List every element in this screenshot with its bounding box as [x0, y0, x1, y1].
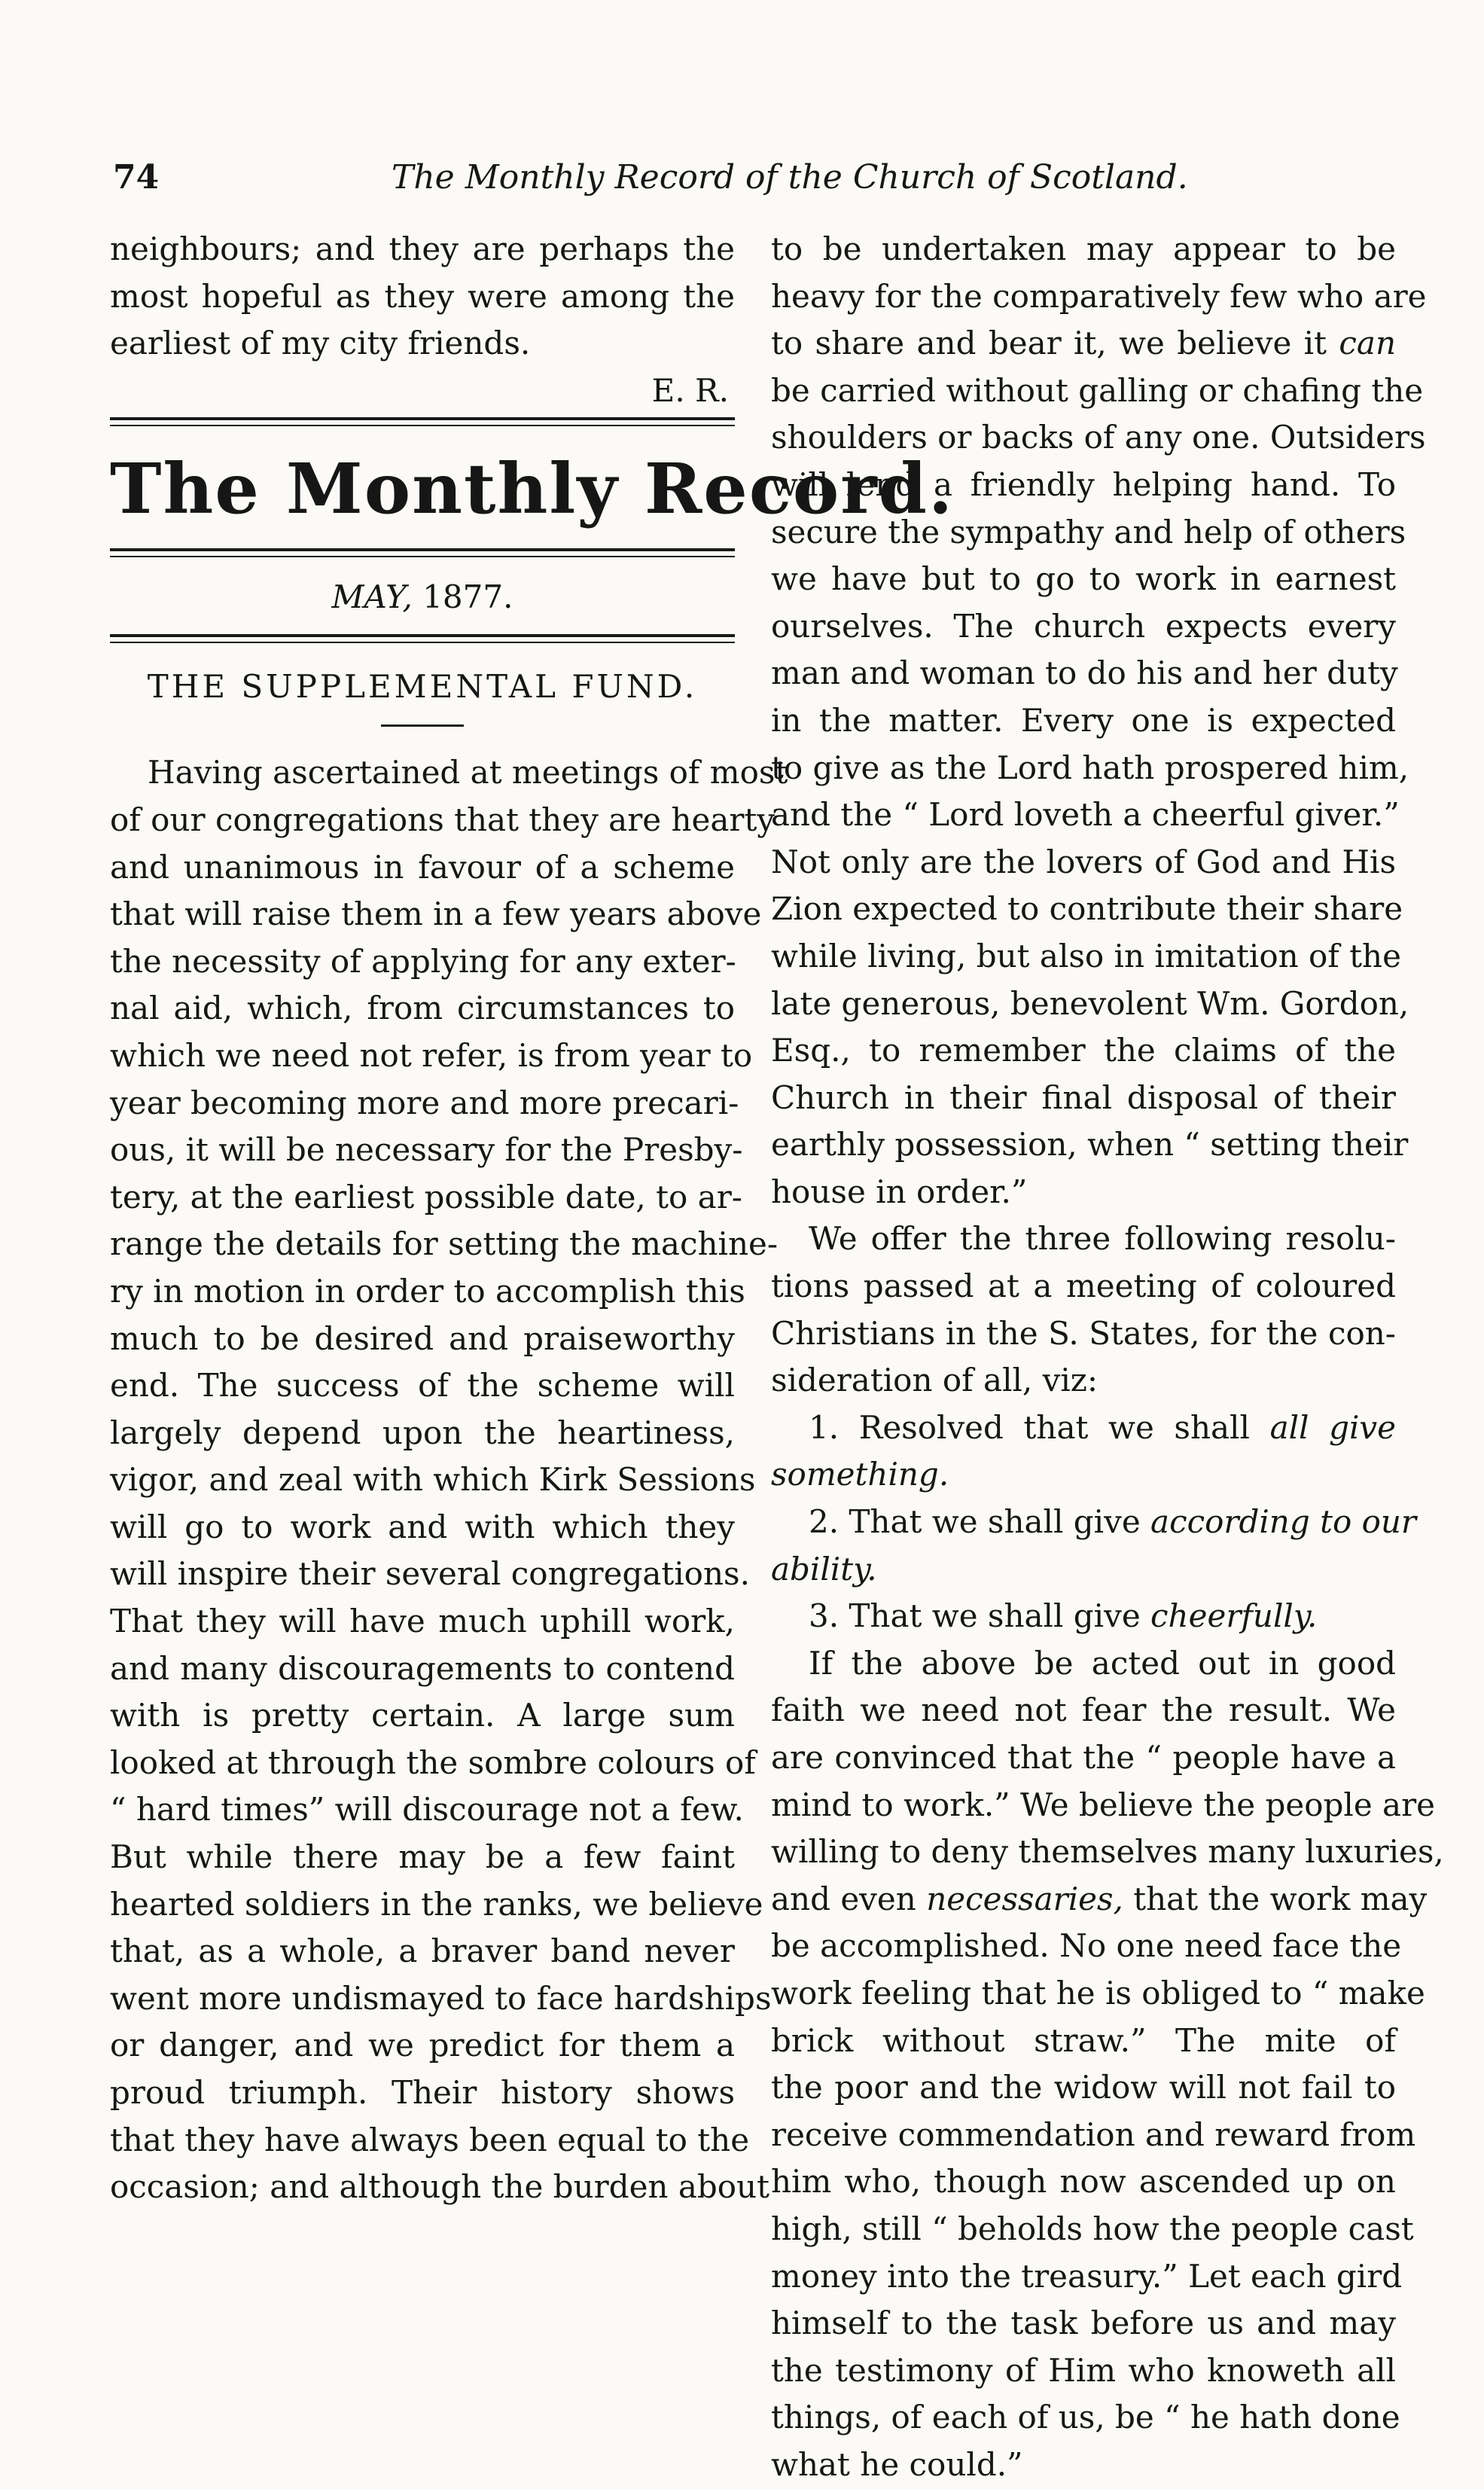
- article-line: “ hard times” will discourage not a few.: [110, 1791, 744, 1829]
- article-line: If the above be acted out in good: [809, 1644, 1396, 1682]
- article-line: will lend a friendly helping hand. To: [771, 465, 1396, 503]
- page-number: 74: [113, 158, 160, 197]
- article-line: Having ascertained at meetings of most: [148, 754, 788, 792]
- emphasis-can: can: [1339, 325, 1396, 362]
- article-line: ry in motion in order to accomplish this: [110, 1272, 745, 1310]
- article-line: Esq., to remember the claims of the: [771, 1032, 1396, 1069]
- article-line: looked at through the sombre colours of: [110, 1743, 756, 1781]
- article-line: that they have always been equal to the: [110, 2121, 750, 2158]
- issue-year: 1877.: [422, 578, 513, 616]
- article-line: and unanimous in favour of a scheme: [110, 848, 735, 886]
- article-line: shoulders or backs of any one. Outsiders: [771, 419, 1426, 456]
- article-line: are convinced that the “ people have a: [771, 1739, 1396, 1776]
- article-line: in the matter. Every one is expected: [771, 701, 1396, 739]
- article-line: Church in their final disposal of their: [771, 1078, 1396, 1116]
- article-line: high, still “ beholds how the people cast: [771, 2210, 1414, 2247]
- article-line: with is pretty certain. A large sum: [110, 1697, 735, 1734]
- article-line: will inspire their several congregations.: [110, 1555, 750, 1593]
- article-line: But while there may be a few faint: [110, 1838, 735, 1876]
- resolution-3: 3. That we shall give cheerfully.: [809, 1597, 1318, 1635]
- title-rule: [381, 724, 464, 727]
- double-rule: [110, 414, 735, 432]
- article-line: the necessity of applying for any exter-: [110, 942, 736, 980]
- article-line: nal aid, which, from circumstances to: [110, 990, 735, 1027]
- double-rule: [110, 631, 735, 649]
- article-line: willing to deny themselves many luxuries,: [771, 1833, 1444, 1871]
- article-line: what he could.”: [771, 2445, 1023, 2483]
- article-line: we have but to go to work in earnest: [771, 560, 1396, 598]
- article-line: the testimony of Him who knoweth all: [771, 2351, 1396, 2389]
- resolution-1-cont: something.: [771, 1456, 949, 1493]
- article-line: went more undismayed to face hardships: [110, 1979, 772, 2017]
- article-line: of our congregations that they are hearty: [110, 801, 776, 838]
- article-line: and many discouragements to contend: [110, 1649, 735, 1687]
- intro-line: most hopeful as they were among the: [110, 277, 735, 315]
- article-line: vigor, and zeal with which Kirk Sessions: [110, 1461, 756, 1499]
- intro-line: neighbours; and they are perhaps the: [110, 230, 735, 267]
- resolution-2-cont: ability.: [771, 1550, 877, 1588]
- double-rule: [110, 545, 735, 563]
- article-line: secure the sympathy and help of others: [771, 513, 1406, 551]
- resolution-1: 1. Resolved that we shall all give: [809, 1408, 1396, 1446]
- article-line: year becoming more and more precari-: [110, 1084, 739, 1121]
- article-line: to give as the Lord hath prospered him,: [771, 749, 1409, 786]
- article-line: sideration of all, viz:: [771, 1362, 1099, 1399]
- article-line: or danger, and we predict for them a: [110, 2027, 735, 2064]
- resolution-2: 2. That we shall give according to our: [809, 1503, 1417, 1541]
- article-line: and the “ Lord loveth a cheerful giver.”: [771, 796, 1400, 834]
- masthead-title: The Monthly Record.: [110, 448, 955, 530]
- article-line: while living, but also in imitation of the: [771, 937, 1401, 975]
- article-line: late generous, benevolent Wm. Gordon,: [771, 984, 1409, 1022]
- article-line: money into the treasury.” Let each gird: [771, 2257, 1403, 2295]
- article-line: that will raise them in a few years above: [110, 895, 762, 933]
- running-title: The Monthly Record of the Church of Scotland.: [392, 158, 1188, 197]
- article-line: mind to work.” We believe the people are: [771, 1786, 1435, 1823]
- article-line: occasion; and although the burden about: [110, 2168, 769, 2206]
- article-line: to share and bear it, we believe it can: [771, 325, 1396, 362]
- article-line: largely depend upon the heartiness,: [110, 1414, 735, 1451]
- article-line: things, of each of us, be “ he hath done: [771, 2399, 1400, 2436]
- article-line: himself to the task before us and may: [771, 2304, 1396, 2342]
- article-line: and even necessaries, that the work may: [771, 1880, 1428, 1917]
- article-line: tions passed at a meeting of coloured: [771, 1267, 1396, 1305]
- article-line: work feeling that he is obliged to “ make: [771, 1974, 1425, 2012]
- article-line: brick without straw.” The mite of: [771, 2021, 1396, 2059]
- article-line: that, as a whole, a braver band never: [110, 1932, 735, 1970]
- article-line: We offer the three following resolu-: [809, 1220, 1396, 1258]
- article-line: hearted soldiers in the ranks, we believe: [110, 1885, 763, 1923]
- author-signature: E. R.: [651, 371, 729, 409]
- article-line: man and woman to do his and her duty: [771, 654, 1398, 692]
- article-line: be carried without galling or chafing the: [771, 371, 1424, 409]
- article-line: end. The success of the scheme will: [110, 1367, 735, 1405]
- issue-month: MAY,: [331, 578, 413, 616]
- article-line: receive commendation and reward from: [771, 2115, 1416, 2153]
- article-line: That they will have much uphill work,: [110, 1603, 735, 1640]
- article-line: house in order.”: [771, 1173, 1028, 1210]
- page-header: [113, 158, 1197, 203]
- issue-date: [110, 563, 735, 631]
- article-line: Zion expected to contribute their share: [771, 890, 1403, 928]
- article-line: be accomplished. No one need face the: [771, 1927, 1402, 1965]
- right-column: [771, 226, 1444, 2489]
- article-line: Not only are the lovers of God and His: [771, 843, 1396, 880]
- article-line: ous, it will be necessary for the Presby-: [110, 1131, 743, 1169]
- article-line: proud triumph. Their history shows: [110, 2074, 735, 2111]
- article-line: Christians in the S. States, for the con-: [771, 1314, 1396, 1352]
- article-line: the poor and the widow will not fail to: [771, 2069, 1396, 2106]
- intro-line: earliest of my city friends.: [110, 325, 531, 362]
- article-line: to be undertaken may appear to be: [771, 230, 1396, 267]
- article-line: which we need not refer, is from year to: [110, 1036, 753, 1074]
- article-line: range the details for setting the machine-: [110, 1225, 779, 1263]
- article-line: earthly possession, when “ setting their: [771, 1126, 1409, 1164]
- article-line: faith we need not fear the result. We: [771, 1691, 1396, 1729]
- article-title: THE SUPPLEMENTAL FUND.: [147, 668, 698, 706]
- article-line: will go to work and with which they: [110, 1508, 735, 1545]
- article-line: much to be desired and praiseworthy: [110, 1319, 735, 1357]
- article-line: tery, at the earliest possible date, to ar-: [110, 1178, 742, 1216]
- article-line: heavy for the comparatively few who are: [771, 277, 1427, 315]
- article-line: ourselves. The church expects every: [771, 607, 1396, 645]
- article-line: him who, though now ascended up on: [771, 2163, 1396, 2201]
